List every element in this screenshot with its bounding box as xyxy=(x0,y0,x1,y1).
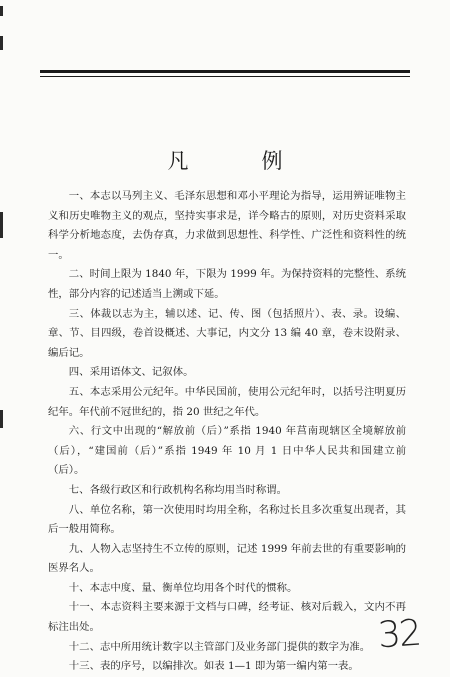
paragraph: 五、本志采用公元纪年。中华民国前，使用公元纪年时，以括号注明夏历纪年。年代前不冠世纪的，指 20 世纪之年代。 xyxy=(48,385,406,418)
paragraph: 一、本志以马列主义、毛泽东思想和邓小平理论为指导，运用辨证唯物主义和历史唯物主义的观点，坚持实事求是，详今略古的原则，对历史资料采取科学分析地态度，去伪存真，力求做到思想性、科学性、广泛性和资料性的统一。 xyxy=(48,190,406,261)
paragraph: 十三、表的序号，以编排次。如表 1—1 即为第一编内第一表。 xyxy=(68,660,359,673)
handwritten-page-number: 32 xyxy=(376,612,422,657)
paragraph: 十二、志中所用统计数字以主管部门及业务部门提供的数字为准。 xyxy=(68,640,371,653)
paragraph: 九、人物入志坚持生不立传的原则，记述 1999 年前去世的有重要影响的医界名人。 xyxy=(48,542,406,575)
paragraph: 六、行文中出现的“解放前（后）”系指 1940 年莒南现辖区全境解放前（后），“建国前（后）”系指 1949 年 10 月 1 日中华人民共和国建立前（后）。 xyxy=(48,425,406,477)
paragraph: 三、体裁以志为主，辅以述、记、传、图（包括照片）、表、录。设编、章、节、目四级，卷首设概述、大事记，内文分 13 编 40 章，卷末设附录、编后记。 xyxy=(48,307,406,359)
paragraph: 八、单位名称，第一次使用时均用全称，名称过长且多次重复出现者，其后一般用简称。 xyxy=(48,503,406,536)
page-title: 凡 例 xyxy=(167,149,309,173)
paragraph: 四、采用语体文、记叙体。 xyxy=(68,366,194,379)
body-text xyxy=(48,187,406,677)
paragraph: 二、时间上限为 1840 年，下限为 1999 年。为保持资料的完整性、系统性，部分内容的记述适当上溯或下延。 xyxy=(48,268,406,300)
header-rule-thin xyxy=(40,76,410,77)
paragraph: 十一、本志资料主要来源于文档与口碑，经考证、核对后载入，文内不再标注出处。 xyxy=(48,601,406,634)
scan-edge-marks xyxy=(0,0,4,657)
header-rule-thick xyxy=(40,70,410,73)
paragraph: 十、本志中度、量、衡单位均用各个时代的惯称。 xyxy=(68,581,298,594)
paragraph: 七、各级行政区和行政机构名称均用当时称谓。 xyxy=(68,483,287,496)
